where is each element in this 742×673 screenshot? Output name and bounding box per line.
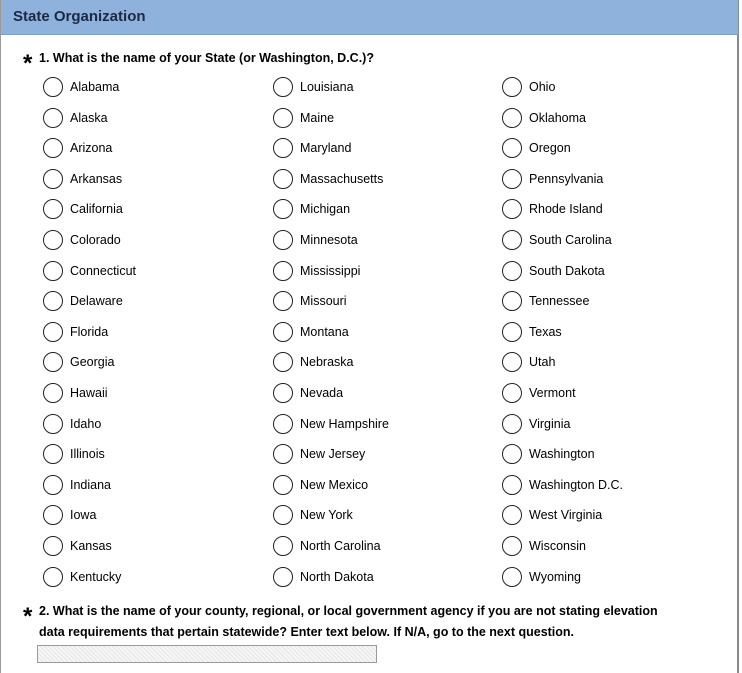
state-option[interactable]	[502, 535, 702, 557]
radio-button[interactable]	[43, 322, 63, 342]
radio-button[interactable]	[43, 169, 63, 189]
state-option-label: Georgia	[70, 355, 115, 369]
state-option[interactable]	[273, 382, 473, 404]
state-option-label: Florida	[70, 325, 109, 339]
state-option[interactable]	[502, 260, 702, 282]
state-option-label: Alaska	[70, 111, 108, 125]
radio-button[interactable]	[43, 444, 63, 464]
state-option-label: New Mexico	[300, 478, 369, 492]
radio-button[interactable]	[502, 169, 522, 189]
state-option[interactable]	[43, 413, 243, 435]
state-option-label: Virginia	[529, 417, 571, 431]
state-option-label: Oregon	[529, 141, 571, 155]
state-option-label: South Carolina	[529, 233, 612, 247]
state-option[interactable]	[502, 474, 702, 496]
state-option[interactable]	[43, 382, 243, 404]
radio-button[interactable]	[43, 291, 63, 311]
radio-button[interactable]	[43, 414, 63, 434]
state-option-label: Texas	[529, 325, 562, 339]
state-option-label: Arizona	[70, 141, 113, 155]
state-option-label: Idaho	[70, 417, 102, 431]
required-asterisk-q1: *	[23, 50, 33, 77]
radio-button[interactable]	[43, 475, 63, 495]
state-option-label: Pennsylvania	[529, 172, 604, 186]
state-option[interactable]	[273, 535, 473, 557]
radio-button[interactable]	[43, 261, 63, 281]
state-option-label: Illinois	[70, 447, 105, 461]
state-option-label: Montana	[300, 325, 349, 339]
radio-button[interactable]	[43, 199, 63, 219]
state-option-label: Connecticut	[70, 264, 137, 278]
radio-button[interactable]	[43, 383, 63, 403]
state-option[interactable]	[273, 351, 473, 373]
state-option[interactable]	[502, 168, 702, 190]
radio-button[interactable]	[502, 383, 522, 403]
radio-button[interactable]	[43, 352, 63, 372]
radio-button[interactable]	[273, 383, 293, 403]
state-option-label: Ohio	[529, 80, 556, 94]
question-2-text-line-2: data requirements that pertain statewide? Enter text below. If N/A, go to the next question.	[39, 625, 575, 639]
state-option[interactable]	[43, 198, 243, 220]
state-option[interactable]	[43, 535, 243, 557]
state-option[interactable]	[43, 351, 243, 373]
state-option[interactable]	[43, 107, 243, 129]
state-option[interactable]	[273, 413, 473, 435]
state-option-label: Vermont	[529, 386, 576, 400]
state-option[interactable]	[43, 443, 243, 465]
state-option-label: Kansas	[70, 539, 112, 553]
agency-name-input[interactable]	[37, 645, 377, 663]
state-option-label: North Carolina	[300, 539, 381, 553]
state-option[interactable]	[43, 474, 243, 496]
radio-button[interactable]	[502, 230, 522, 250]
state-option-label: Michigan	[300, 202, 351, 216]
state-option[interactable]	[502, 413, 702, 435]
radio-button[interactable]	[43, 230, 63, 250]
state-option[interactable]	[273, 443, 473, 465]
state-option-label: Alabama	[70, 80, 120, 94]
state-option[interactable]	[43, 290, 243, 312]
state-option[interactable]	[273, 290, 473, 312]
state-option[interactable]	[273, 474, 473, 496]
state-option[interactable]	[502, 351, 702, 373]
radio-button[interactable]	[273, 444, 293, 464]
radio-button[interactable]	[43, 138, 63, 158]
state-option-label: Wisconsin	[529, 539, 586, 553]
state-option[interactable]	[273, 260, 473, 282]
radio-button[interactable]	[502, 322, 522, 342]
state-option-label: North Dakota	[300, 570, 374, 584]
radio-button[interactable]	[273, 138, 293, 158]
question-1-text: 1. What is the name of your State (or Washington, D.C.)?	[39, 51, 374, 65]
state-option-label: Washington D.C.	[529, 478, 624, 492]
state-option-label: Nevada	[300, 386, 344, 400]
state-option-label: Rhode Island	[529, 202, 603, 216]
radio-button[interactable]	[273, 475, 293, 495]
state-option-label: Indiana	[70, 478, 112, 492]
state-option-label: California	[70, 202, 123, 216]
state-option-label: New Hampshire	[300, 417, 389, 431]
radio-button[interactable]	[273, 230, 293, 250]
state-option[interactable]	[43, 229, 243, 251]
state-option[interactable]	[273, 137, 473, 159]
radio-button[interactable]	[273, 322, 293, 342]
section-header	[1, 0, 738, 35]
radio-button[interactable]	[502, 138, 522, 158]
radio-button[interactable]	[43, 108, 63, 128]
state-option-label: Mississippi	[300, 264, 361, 278]
state-option[interactable]	[502, 504, 702, 526]
state-option[interactable]	[43, 168, 243, 190]
radio-button[interactable]	[502, 261, 522, 281]
state-option[interactable]	[43, 260, 243, 282]
state-option-label: Wyoming	[529, 570, 581, 584]
question-2-text-line-1: 2. What is the name of your county, regional, or local government agency if you are not stating elevation	[39, 604, 658, 618]
state-option-label: Missouri	[300, 294, 347, 308]
state-option-label: Tennessee	[529, 294, 590, 308]
radio-button[interactable]	[502, 291, 522, 311]
radio-button[interactable]	[43, 505, 63, 525]
state-option[interactable]	[273, 229, 473, 251]
state-option[interactable]	[273, 168, 473, 190]
state-option[interactable]	[502, 382, 702, 404]
radio-button[interactable]	[502, 536, 522, 556]
state-option[interactable]	[273, 321, 473, 343]
state-option-label: New Jersey	[300, 447, 366, 461]
radio-button[interactable]	[502, 444, 522, 464]
state-option[interactable]	[502, 137, 702, 159]
state-option[interactable]	[502, 443, 702, 465]
radio-button[interactable]	[502, 505, 522, 525]
state-option-label: Delaware	[70, 294, 123, 308]
state-option[interactable]	[43, 76, 243, 98]
state-option-label: Hawaii	[70, 386, 108, 400]
radio-button[interactable]	[43, 567, 63, 587]
state-option[interactable]	[502, 321, 702, 343]
state-option-label: Minnesota	[300, 233, 358, 247]
state-option-label: South Dakota	[529, 264, 605, 278]
state-option[interactable]	[502, 229, 702, 251]
state-option-label: Maryland	[300, 141, 352, 155]
state-option[interactable]	[502, 76, 702, 98]
state-option[interactable]	[502, 566, 702, 588]
radio-button[interactable]	[273, 169, 293, 189]
state-option-label: Oklahoma	[529, 111, 586, 125]
state-option-label: New York	[300, 508, 353, 522]
state-option[interactable]	[43, 137, 243, 159]
state-option-label: West Virginia	[529, 508, 603, 522]
state-option[interactable]	[43, 321, 243, 343]
radio-button[interactable]	[502, 567, 522, 587]
state-option[interactable]	[43, 566, 243, 588]
radio-button[interactable]	[273, 77, 293, 97]
radio-button[interactable]	[502, 475, 522, 495]
radio-button[interactable]	[502, 414, 522, 434]
state-option-label: Maine	[300, 111, 335, 125]
state-option[interactable]	[502, 198, 702, 220]
state-option[interactable]	[273, 504, 473, 526]
state-option[interactable]	[273, 76, 473, 98]
state-option-label: Louisiana	[300, 80, 354, 94]
state-option-label: Arkansas	[70, 172, 123, 186]
state-option[interactable]	[502, 107, 702, 129]
state-option[interactable]	[273, 198, 473, 220]
radio-button[interactable]	[273, 536, 293, 556]
state-option[interactable]	[273, 566, 473, 588]
state-option-label: Iowa	[70, 508, 97, 522]
state-option-label: Kentucky	[70, 570, 122, 584]
radio-button[interactable]	[502, 77, 522, 97]
required-asterisk-q2: *	[23, 603, 33, 630]
radio-button[interactable]	[273, 567, 293, 587]
state-option[interactable]	[43, 504, 243, 526]
state-option-label: Washington	[529, 447, 595, 461]
radio-button[interactable]	[273, 261, 293, 281]
radio-button[interactable]	[273, 414, 293, 434]
state-option-label: Massachusetts	[300, 172, 384, 186]
radio-button[interactable]	[502, 352, 522, 372]
state-option[interactable]	[502, 290, 702, 312]
section-title: State Organization	[13, 8, 146, 25]
state-option-label: Colorado	[70, 233, 121, 247]
state-option[interactable]	[273, 107, 473, 129]
radio-button[interactable]	[273, 291, 293, 311]
radio-button[interactable]	[502, 108, 522, 128]
state-option-label: Utah	[529, 355, 556, 369]
radio-button[interactable]	[502, 199, 522, 219]
radio-button[interactable]	[273, 352, 293, 372]
radio-button[interactable]	[273, 199, 293, 219]
radio-button[interactable]	[273, 505, 293, 525]
radio-button[interactable]	[43, 77, 63, 97]
state-option-label: Nebraska	[300, 355, 354, 369]
radio-button[interactable]	[43, 536, 63, 556]
radio-button[interactable]	[273, 108, 293, 128]
